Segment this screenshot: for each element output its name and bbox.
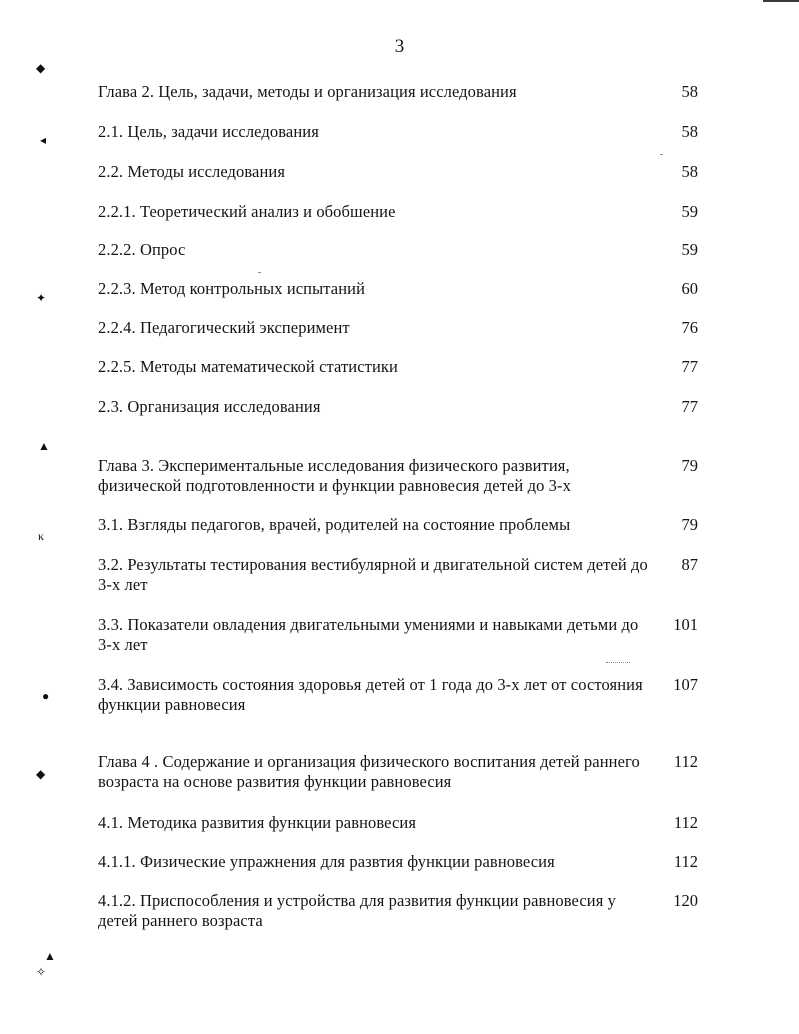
scan-mark-icon: ✧ [36,965,47,979]
toc-entry-title: 2.2. Методы исследования [98,162,286,181]
scan-mark-icon: κ [38,529,45,543]
toc-entry-page: 87 [681,555,698,574]
toc-entry-title: 4.1. Методика развития функции равновесия [98,813,417,832]
scan-mark-icon: ▲ [44,949,56,963]
toc-entry-page: 101 [673,615,698,634]
toc-entry-title: 2.2.3. Метод контрольных испытаний [98,279,366,298]
toc-entry-title: 4.1.1. Физические упражнения для развтия функции равновесия [98,852,555,871]
toc-entry-page: 76 [681,318,698,337]
toc-entry-page: 112 [673,813,698,832]
toc-entry-page: 120 [673,891,698,910]
toc-entry-page: 58 [681,122,698,141]
toc-entry-title: 4.1.2. Приспособления и устройства для развития функции равновесия у детей раннего возраста [98,891,616,930]
toc-entry-page: 58 [681,82,698,101]
toc-entry-title: 3.1. Взгляды педагогов, врачей, родителей на состояние проблемы [98,515,571,534]
scan-mark-icon: ✦ [36,291,47,305]
toc-entry-page: 59 [681,240,698,259]
toc-entry-page: 112 [673,852,698,871]
toc-entry-page: 107 [673,675,698,694]
toc-entry-title: 2.2.4. Педагогический эксперимент [98,318,350,337]
scan-mark-icon: ◆ [36,767,46,781]
toc-entry-page: 77 [681,357,698,376]
toc-entry-title: 3.2. Результаты тестирования вестибулярной и двигательной систем детей до 3-х лет [98,555,648,594]
toc-entry-title: Глава 2. Цель, задачи, методы и организация исследования [98,82,517,101]
toc-entry-title: 2.2.5. Методы математической статистики [98,357,398,376]
toc-entry-title: 3.3. Показатели овладения двигательными умениями и навыками детьми до 3-х лет [98,615,639,654]
toc-entry-title: Глава 3. Экспериментальные исследования физического развития, физической подготовленности и функции равновесия детей до 3-х [98,456,571,495]
toc-entry-page: 77 [681,397,698,416]
scan-mark-icon: ● [42,689,50,703]
toc-entry-title: 2.1. Цель, задачи исследования [98,122,319,141]
scan-mark-icon: ▲ [38,439,50,453]
toc-entry-title: Глава 4 . Содержание и организация физического воспитания детей раннего возраста на основе развития функции равновесия [98,752,640,791]
page-number: 3 [394,36,405,57]
toc-entry-page: 112 [673,752,698,771]
toc-entry-page: 60 [681,279,698,298]
scan-mark-icon: ◆ [36,61,46,75]
toc-entry-title: 3.4. Зависимость состояния здоровья детей от 1 года до 3-х лет от состояния функции равновесия [98,675,643,714]
toc-entry-page: 79 [681,456,698,475]
toc-entry-page: 79 [681,515,698,534]
toc-entry-page: 59 [681,202,698,221]
scan-mark-icon: ◂ [40,133,47,147]
toc-entry-title: 2.3. Организация исследования [98,397,321,416]
toc-entry-title: 2.2.2. Опрос [98,240,186,259]
toc-entry-page: 58 [681,162,698,181]
toc-entry-title: 2.2.1. Теоретический анализ и обобшение [98,202,396,221]
